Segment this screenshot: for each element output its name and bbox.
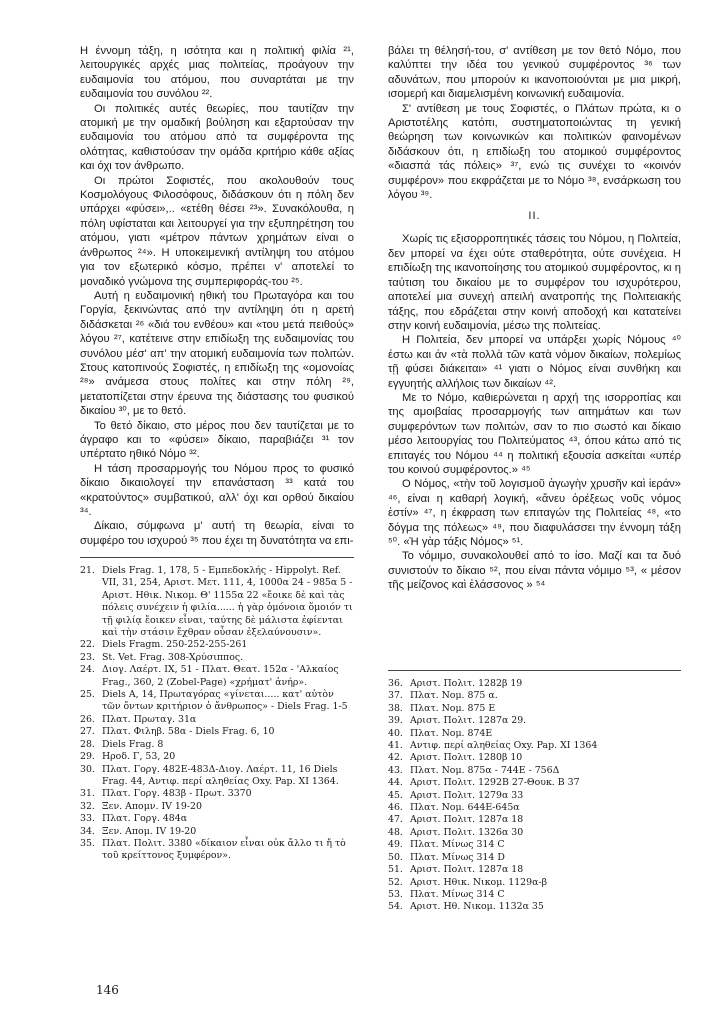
paragraph: Η Πολιτεία, δεν μπορεί να υπάρξει χωρίς Νόμους ⁴⁰ έστω και άν «τὰ πολλὰ τῶν κατὰ νόμον δικαίων, πολεμίως τῇ φύσει διάκειται» ⁴¹ γιατι ο Νόμος είναι συνθήκη και εγγυητής αλλήλοις των δικαίων ⁴². <box>388 334 681 390</box>
footnote-number: 39. <box>388 715 403 727</box>
footnote-number: 28. <box>80 738 95 750</box>
footnote <box>80 826 354 838</box>
footnote-number: 29. <box>80 751 95 763</box>
footnote <box>80 664 354 689</box>
footnote-text: Ξεν. Απομ. IV 19-20 <box>102 825 197 837</box>
footnote-number: 38. <box>388 702 403 714</box>
footnote-number: 21. <box>80 565 95 576</box>
footnote-text: Diels Frag. 8 <box>102 738 164 750</box>
footnote-text: St. Vet. Frag. 308-Χρύσιππος. <box>102 651 244 663</box>
footnote-number: 30. <box>80 763 95 775</box>
footnote <box>80 652 354 664</box>
footnote <box>388 790 681 802</box>
footnote-text: Αριστ. Πολιτ. 1282β 19 <box>410 678 523 689</box>
footnote-number: 37. <box>388 690 403 702</box>
footnote-text: Πλατ. Γοργ. 482Ε-483Δ-Διογ. Λαέρτ. 11, 16 Diels Frag. 44, Αντιφ. περί αληθείας Οxy. Pap. XI 1364. <box>102 763 339 787</box>
paragraph: Αυτή η ευδαιμονική ηθική του Πρωταγόρα και του Γοργία, ξεκινώντας από την αντίληψη ότι η αρετή διδάσκεται ²⁶ «διά του ενθέου» και «του μετά πειθούς» λόγου ²⁷, κατέτεινε στην επιδίωξη της ευδαιμονίας του συνόλου μέσ' απ' την ατομική ευδαιμονία των πολιτών. Στους κατοπινούς Σοφιστές, η επιδίωξη της «ομονοίας ²⁸» ανάμεσα στους πολίτες και στην πόλη ²⁹, μετατοπίζεται στην έρευνα της διάστασης του φυσικού δικαίου ³⁰, με το θετό. <box>80 289 354 418</box>
footnote-number: 33. <box>80 813 95 825</box>
footnote-text: Αριστ. Πολιτ. 1287α 18 <box>410 814 524 826</box>
footnote-number: 50. <box>388 851 403 863</box>
footnote <box>80 565 354 639</box>
footnote-text: Αριστ. Πολιτ. 1287α 29. <box>410 715 527 727</box>
paragraph: Οι πρώτοι Σοφιστές, που ακολουθούν τους Κοσμολόγους Φιλοσόφους, διδάσκουν ότι η πόλη δεν υπάρχει «φύσει»,.. «ετέθη θέσει ²³». Συνακόλουθα, η πόλη υφίσταται και λειτουργεί για την εξυπηρέτηση του ατόμου, γιατι «μέτρον πάντων χρημάτων είναι ο άνθρωπος ²⁴». Η υποκειμενική αντίληψη του ατόμου για τον εξωτερικό κόσμο, πρέπει ν' αποτελεί το μοναδικό γνώμονα της συμπεριφοράς-του ²⁵. <box>80 174 354 288</box>
footnote <box>388 889 681 901</box>
left-column-body <box>80 44 354 548</box>
footnote <box>80 714 354 726</box>
footnote-text: Πλατ. Πολιτ. 3380 «δίκαιον εἶναι οὐκ ἄλλο τι ἤ τὸ τοῦ κρείττονος ξυμφέρον». <box>102 837 346 862</box>
footnote <box>388 740 681 752</box>
footnote-text: Πλατ. Νομ. 875 α. <box>410 690 498 702</box>
footnote-text: Πλατ. Μίνως 314 D <box>410 851 505 863</box>
footnote-number: 52. <box>388 876 403 888</box>
footnote-number: 36. <box>388 678 403 689</box>
footnote-number: 48. <box>388 826 403 838</box>
footnote-number: 42. <box>388 752 403 764</box>
footnote-text: Αντιφ. περί αληθείας Οxy. Pap. XI 1364 <box>410 740 598 752</box>
footnote <box>388 827 681 839</box>
footnote-text: Αριστ. Πολιτ. 1279α 33 <box>410 789 524 801</box>
footnote-text: Αριστ. Ηθ. Νικομ. 1132α 35 <box>410 901 544 913</box>
paragraph: Δίκαιο, σύμφωνα μ' αυτή τη θεωρία, είναι το συμφέρο του ισχυρού ³⁵ που έχει τη δυνατότητα να επι- <box>80 520 354 547</box>
footnote <box>388 728 681 740</box>
footnote-text: Πλατ. Φιληβ. 58α - Diels Frag. 6, 10 <box>102 726 275 738</box>
footnote-number: 54. <box>388 901 403 913</box>
footnote <box>80 726 354 738</box>
paragraph: Χωρίς τις εξισορροπητικές τάσεις του Νόμου, η Πολιτεία, δεν μπορεί να έχει ούτε σταθερότητα, ούτε συνέχεια. Η επιδίωξη της ικανοποίησης του ατομικού συμφέροντος, κι η ταύτιση του δικαίου με το συμφέρον του ισχυρότερου, αποτελεί μια συνεχή απειλή ανατροπής της Πολιτειακής τάξης, που εδράζεται στην κοινή αποδοχή και κατατείνει στην κοινή ευδαιμονία, μέσω της πολιτείας. <box>388 233 681 332</box>
footnote-number: 22. <box>80 639 95 651</box>
footnote <box>388 703 681 715</box>
footnote-text: Πλατ. Γοργ. 484α <box>102 813 188 825</box>
paragraph: Η τάση προσαρμογής του Νόμου προς το φυσικό δίκαιο δικαιολογεί την επανάσταση ³³ κατά του «κρατούντος» συμβατικού, αλλ' όχι και ορθού δικαίου ³⁴. <box>80 462 354 518</box>
footnote-text: Ξεν. Απομν. IV 19-20 <box>102 800 202 812</box>
footnote-number: 40. <box>388 727 403 739</box>
footnote <box>388 765 681 777</box>
footnotes-left <box>80 565 354 863</box>
footnote-text: Diels Fragm. 250-252-255-261 <box>102 639 248 651</box>
footnote <box>388 901 681 913</box>
footnote <box>388 777 681 789</box>
footnote <box>388 752 681 764</box>
footnote-text: Diels A, 14, Πρωταγόρας «γίνεται..... κατ' αὐτὸν τῶν ὄντων κριτήριον ὁ ἄνθρωπος» - Diels Frag. 1-5 <box>102 689 348 713</box>
footnote-text: Αριστ. Πολιτ. 1287α 18 <box>410 864 524 876</box>
footnote-number: 44. <box>388 777 403 789</box>
footnote <box>388 864 681 876</box>
footnote <box>80 751 354 763</box>
footnote <box>80 813 354 825</box>
footnote-text: Πλατ. Νομ. 874Ε <box>410 727 493 739</box>
footnote-text: Πλατ. Νομ. 875 Ε <box>410 702 496 714</box>
footnote-divider <box>80 557 354 558</box>
footnote-number: 35. <box>80 837 95 849</box>
footnote-number: 26. <box>80 713 95 725</box>
footnote <box>388 839 681 851</box>
footnote-text: Πλατ. Πρωταγ. 31α <box>102 713 197 725</box>
footnote-number: 51. <box>388 864 403 876</box>
footnote <box>80 764 354 789</box>
footnote-number: 23. <box>80 651 95 663</box>
footnote-text: Diels Frag. 1, 178, 5 - Εμπεδοκλής - Hippolyt. Ref. VII, 31, 254, Αριστ. Μετ. 111, 4, 1000α 24 - 985α 5 - Αριστ. Ηθικ. Νικομ. Θ' 1155α 22 «ἔοικε δὲ καὶ τὰς πόλεις συνέχειν ἡ φιλία...... ἡ γὰρ ὁμόνοια ὅμοιόν τι τῇ φιλίᾳ ἔοικεν εἶναι, ταύτης δὲ μάλιστα ἐφίενται καὶ τὴν στάσιν ἔχθραν οὖσαν ἐξελαύνουσιν». <box>102 565 353 639</box>
footnote-number: 46. <box>388 802 403 814</box>
footnote <box>388 678 681 690</box>
footnotes-right <box>388 678 681 914</box>
footnote-text: Αριστ. Ηθικ. Νικομ. 1129α-β <box>410 876 548 888</box>
footnote-text: Πλατ. Μίνως 314 C <box>410 888 505 900</box>
footnote <box>80 838 354 863</box>
footnote-number: 45. <box>388 789 403 801</box>
footnote-text: Πλατ. Νομ. 644Ε-645α <box>410 802 520 814</box>
paragraph: Το νόμιμο, συνακολουθεί από το ίσο. Μαζί και τα δυό συνιστούν το δίκαιο ⁵², που είναι πάντα νόμιμο ⁵³, « μέσον τῆς μείζονος καὶ ἐλάσσονος » ⁵⁴ <box>388 550 681 592</box>
footnote <box>388 802 681 814</box>
footnote-number: 43. <box>388 764 403 776</box>
paragraph: βάλει τη θέλησή-του, σ' αντίθεση με τον θετό Νόμο, που καλύπτει την ιδέα του γενικού συμφέροντος ³⁶ των αδυνάτων, που μπορούν κι ικανοποιούνται με μια μικρή, ισομερή και διαμελισμένη κοινωνική ευδαιμονία. <box>388 45 681 101</box>
footnote-text: Πλατ. Γοργ. 483β - Πρωτ. 3370 <box>102 788 252 800</box>
footnote-number: 32. <box>80 800 95 812</box>
footnote-divider <box>388 670 681 671</box>
footnote-number: 25. <box>80 689 95 701</box>
footnote-number: 47. <box>388 814 403 826</box>
footnote <box>80 689 354 714</box>
footnote-number: 34. <box>80 825 95 837</box>
footnote <box>388 852 681 864</box>
footnote-number: 41. <box>388 740 403 752</box>
footnote-number: 24. <box>80 664 95 676</box>
footnote-number: 49. <box>388 839 403 851</box>
page-number: 146 <box>96 983 119 997</box>
footnote <box>80 801 354 813</box>
footnote <box>388 690 681 702</box>
footnote <box>388 715 681 727</box>
footnote-text: Ηροδ. Γ, 53, 20 <box>102 751 176 763</box>
footnote <box>388 877 681 889</box>
footnote-text: Αριστ. Πολιτ. 1292Β 27-Θουκ. Β 37 <box>410 777 580 789</box>
footnote-text: Αριστ. Πολιτ. 1280β 10 <box>410 752 523 764</box>
footnote <box>388 814 681 826</box>
footnote <box>80 639 354 651</box>
paragraph: Ο Νόμος, «τὴν τοῦ λογισμοῦ ἀγωγὴν χρυσῆν καὶ ἱεράν» ⁴⁶, είναι η καθαρή λογική, «ἄνευ ὀρέξεως νοῦς νόμος ἐστίν» ⁴⁷, η έκφραση των επιταγών της Πολιτείας ⁴⁸, «το δόγμα της πόλεως» ⁴⁹, που διαφυλάσσει την έννομη τάξη ⁵⁰. «Ἡ γὰρ τάξις Νόμος» ⁵¹. <box>388 478 681 548</box>
footnote-text: Πλατ. Νομ. 875α - 744Ε - 756Δ <box>410 764 560 776</box>
footnote <box>80 739 354 751</box>
footnote-number: 31. <box>80 788 95 800</box>
footnote <box>80 788 354 800</box>
paragraph: Οι πολιτικές αυτές θεωρίες, που ταυτίζαν την ατομική με την ομαδική βούληση και εξαρτούσαν την ευδαιμονία του ατόμου από τα συμφέροντα της ολότητας, καθιστούσαν την ομάδα κριτήριο κάθε αξίας και όχι τον άνθρωπο. <box>80 102 354 173</box>
paragraph: Με το Νόμο, καθιερώνεται η αρχή της ισορροπίας και της αμοιβαίας προσαρμογής των αιτημάτων και των συμφερόντων των πολιτών, σαν το πιο σωστό και δίκαιο μέσο λειτουργίας του Πολιτεύματος ⁴³, όπου κάτω από τις επιταγές του Νόμου ⁴⁴ η πολιτική εξουσία ασκείται «υπέρ του κοινού συμφέροντος.» ⁴⁵ <box>388 391 681 476</box>
footnote-number: 53. <box>388 888 403 900</box>
paragraph: Σ' αντίθεση με τους Σοφιστές, ο Πλάτων πρώτα, κι ο Αριστοτέλης κατόπι, συστηματοποιώντας τη γενική θεώρηση των κοινωνικών και πολιτικών φαινομένων διδάσκουν ότι, η επιδίωξη του ατομικού συμφέροντος «διασπά τάς πόλεις» ³⁷, ενώ τις συνέχει το «κοινόν συμφέρον» που εκφράζεται με το Νόμο ³⁸, ενσάρκωση του λόγου ³⁹. <box>388 102 681 202</box>
section-heading: II. <box>528 210 541 223</box>
paragraph: Το θετό δίκαιο, στο μέρος που δεν ταυτίζεται με το άγραφο και το «φύσει» δίκαιο, παραβιάζει ³¹ τον υπέρτατο ηθικό Νόμο ³². <box>80 419 354 461</box>
right-column-body <box>388 44 681 593</box>
paragraph: Η έννομη τάξη, η ισότητα και η πολιτική φιλία ²¹, λειτουργικές αρχές μιας πολιτείας, προάγουν την ευδαιμονία του ατόμου, που συναρτάται με την ευδαιμονία του συνόλου ²². <box>80 45 354 101</box>
footnote-text: Πλατ. Μίνως 314 C <box>410 839 505 851</box>
footnote-number: 27. <box>80 726 95 738</box>
footnote-text: Διογ. Λαέρτ. IX, 51 - Πλατ. Θεατ. 152α - 'Αλκαίος Frag., 360, 2 (Zobel-Page) «χρήματ' ἀνήρ». <box>102 664 339 688</box>
footnote-text: Αριστ. Πολιτ. 1326α 30 <box>410 826 524 838</box>
